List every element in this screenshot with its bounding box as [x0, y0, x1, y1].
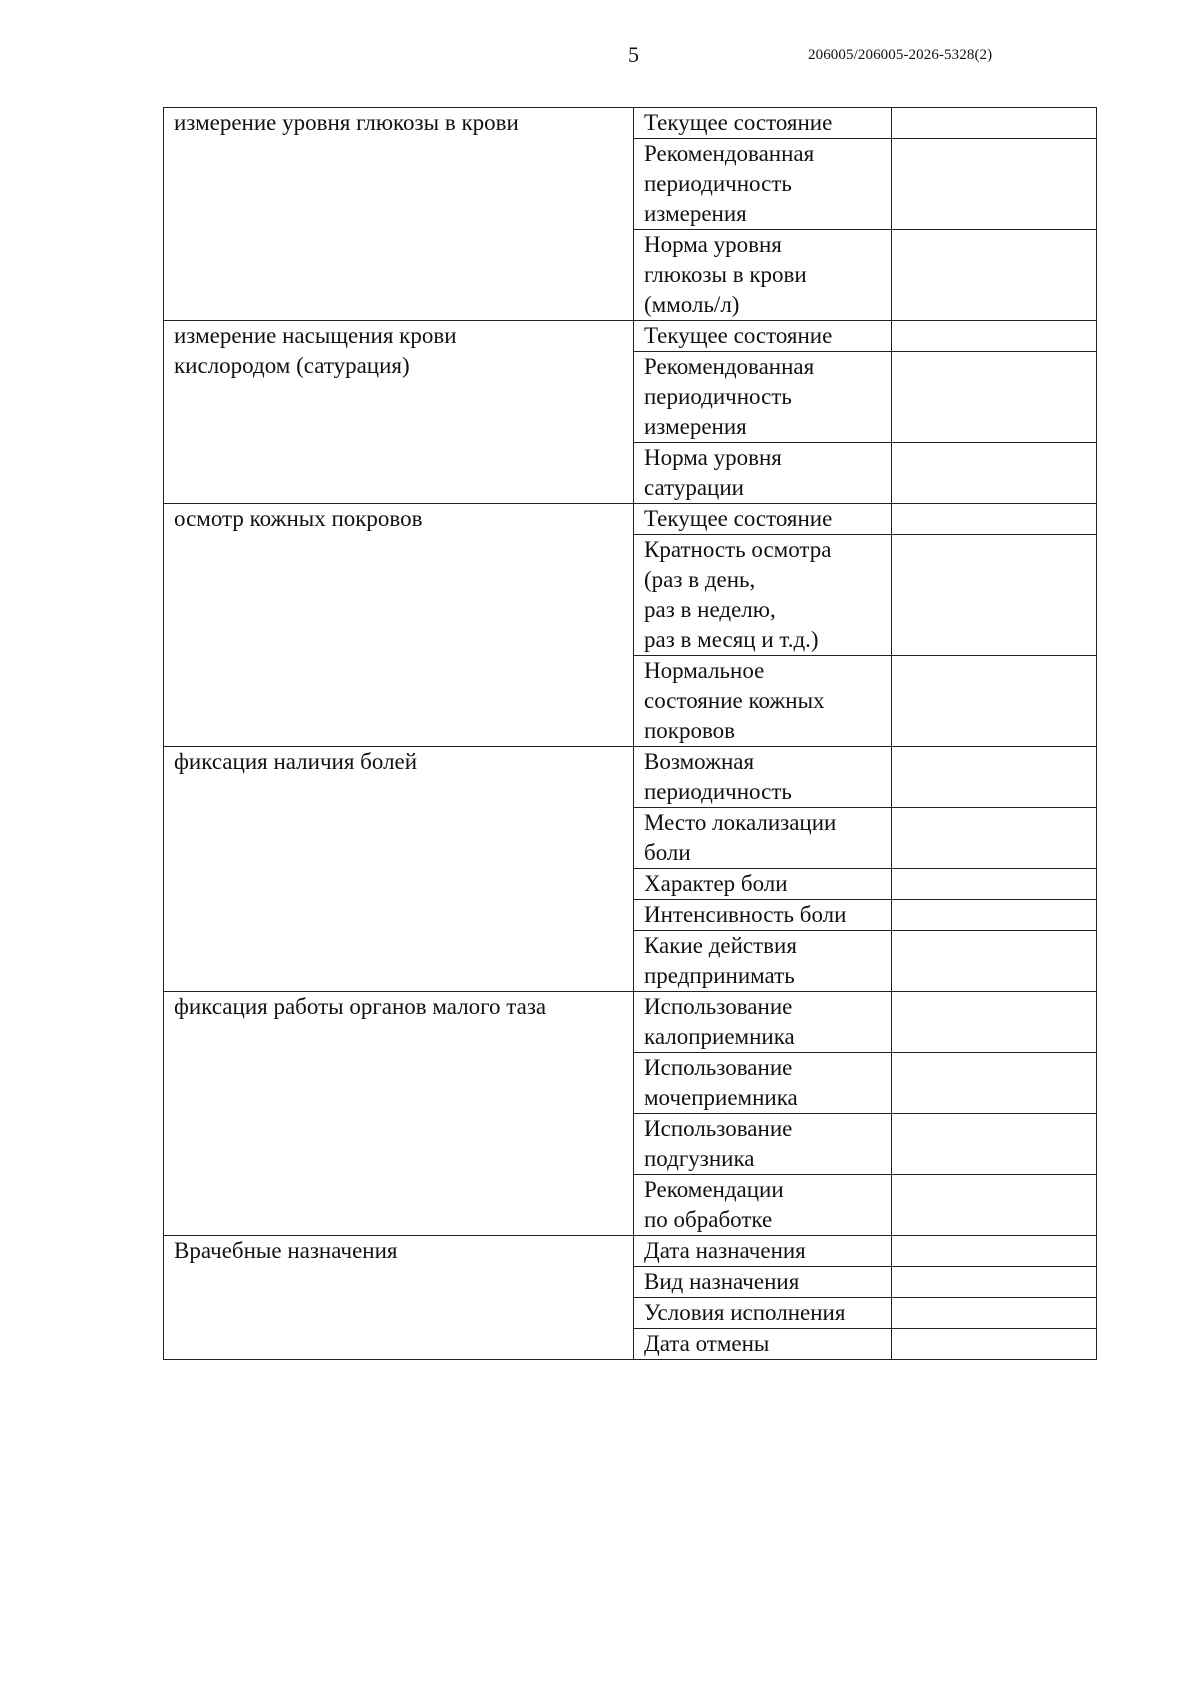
table-row — [164, 108, 1097, 139]
parameter-label: Использование подгузника — [644, 1116, 793, 1171]
table-row — [164, 504, 1097, 535]
parameter-label: Текущее состояние — [644, 323, 833, 348]
value-cell[interactable] — [892, 352, 1097, 443]
parameter-label: Текущее состояние — [644, 110, 833, 135]
value-cell[interactable] — [892, 108, 1097, 139]
observation-table-body — [164, 108, 1097, 1360]
parameter-label: Характер боли — [644, 871, 788, 896]
parameter-label: Кратность осмотра (раз в день, раз в неделю, раз в месяц и т.д.) — [644, 537, 832, 652]
parameter-label: Текущее состояние — [644, 506, 833, 531]
value-cell[interactable] — [892, 1053, 1097, 1114]
parameter-label: Использование калоприемника — [644, 994, 795, 1049]
section-label-text: Врачебные назначения — [174, 1238, 398, 1263]
parameter-cell — [634, 808, 892, 869]
section-label-text: осмотр кожных покровов — [174, 506, 423, 531]
value-cell[interactable] — [892, 443, 1097, 504]
value-cell[interactable] — [892, 1175, 1097, 1236]
parameter-cell — [634, 1053, 892, 1114]
value-cell[interactable] — [892, 139, 1097, 230]
value-cell[interactable] — [892, 1298, 1097, 1329]
table-row — [164, 992, 1097, 1053]
parameter-label: Дата отмены — [644, 1331, 770, 1356]
parameter-cell — [634, 504, 892, 535]
parameter-cell — [634, 1267, 892, 1298]
parameter-label: Вид назначения — [644, 1269, 800, 1294]
value-cell[interactable] — [892, 1329, 1097, 1360]
value-cell[interactable] — [892, 992, 1097, 1053]
parameter-cell — [634, 230, 892, 321]
parameter-cell — [634, 1114, 892, 1175]
parameter-label: Условия исполнения — [644, 1300, 846, 1325]
value-cell[interactable] — [892, 900, 1097, 931]
value-cell[interactable] — [892, 656, 1097, 747]
value-cell[interactable] — [892, 808, 1097, 869]
parameter-label: Интенсивность боли — [644, 902, 847, 927]
section-label — [164, 108, 634, 321]
parameter-cell — [634, 931, 892, 992]
value-cell[interactable] — [892, 1267, 1097, 1298]
section-label — [164, 321, 634, 504]
parameter-cell — [634, 443, 892, 504]
parameter-label: Дата назначения — [644, 1238, 806, 1263]
parameter-label: Норма уровня сатурации — [644, 445, 782, 500]
table-row — [164, 747, 1097, 808]
observation-table — [163, 107, 1097, 1360]
parameter-cell — [634, 869, 892, 900]
parameter-cell — [634, 139, 892, 230]
parameter-cell — [634, 352, 892, 443]
section-label — [164, 504, 634, 747]
section-label-text: измерение уровня глюкозы в крови — [174, 110, 519, 135]
parameter-cell — [634, 747, 892, 808]
parameter-cell — [634, 321, 892, 352]
parameter-label: Место локализации боли — [644, 810, 837, 865]
parameter-label: Какие действия предпринимать — [644, 933, 797, 988]
parameter-cell — [634, 535, 892, 656]
parameter-label: Норма уровня глюкозы в крови (ммоль/л) — [644, 232, 807, 317]
value-cell[interactable] — [892, 504, 1097, 535]
value-cell[interactable] — [892, 321, 1097, 352]
table-row — [164, 321, 1097, 352]
parameter-cell — [634, 992, 892, 1053]
parameter-cell — [634, 900, 892, 931]
parameter-label: Возможная периодичность — [644, 749, 792, 804]
value-cell[interactable] — [892, 1114, 1097, 1175]
page-number: 5 — [628, 42, 639, 67]
value-cell[interactable] — [892, 931, 1097, 992]
value-cell[interactable] — [892, 1236, 1097, 1267]
section-label-text: измерение насыщения крови кислородом (сатурация) — [174, 323, 457, 378]
value-cell[interactable] — [892, 230, 1097, 321]
section-label — [164, 1236, 634, 1360]
section-label — [164, 747, 634, 992]
parameter-cell — [634, 1175, 892, 1236]
parameter-label: Нормальное состояние кожных покровов — [644, 658, 825, 743]
parameter-cell — [634, 1329, 892, 1360]
value-cell[interactable] — [892, 869, 1097, 900]
parameter-cell — [634, 1236, 892, 1267]
parameter-label: Рекомендации по обработке — [644, 1177, 784, 1232]
parameter-cell — [634, 1298, 892, 1329]
section-label-text: фиксация работы органов малого таза — [174, 994, 547, 1019]
document-id: 206005/206005-2026-5328(2) — [808, 47, 993, 63]
parameter-label: Использование мочеприемника — [644, 1055, 798, 1110]
value-cell[interactable] — [892, 747, 1097, 808]
parameter-cell — [634, 108, 892, 139]
section-label-text: фиксация наличия болей — [174, 749, 418, 774]
table-row — [164, 1236, 1097, 1267]
value-cell[interactable] — [892, 535, 1097, 656]
parameter-cell — [634, 656, 892, 747]
parameter-label: Рекомендованная периодичность измерения — [644, 354, 815, 439]
section-label — [164, 992, 634, 1236]
parameter-label: Рекомендованная периодичность измерения — [644, 141, 815, 226]
